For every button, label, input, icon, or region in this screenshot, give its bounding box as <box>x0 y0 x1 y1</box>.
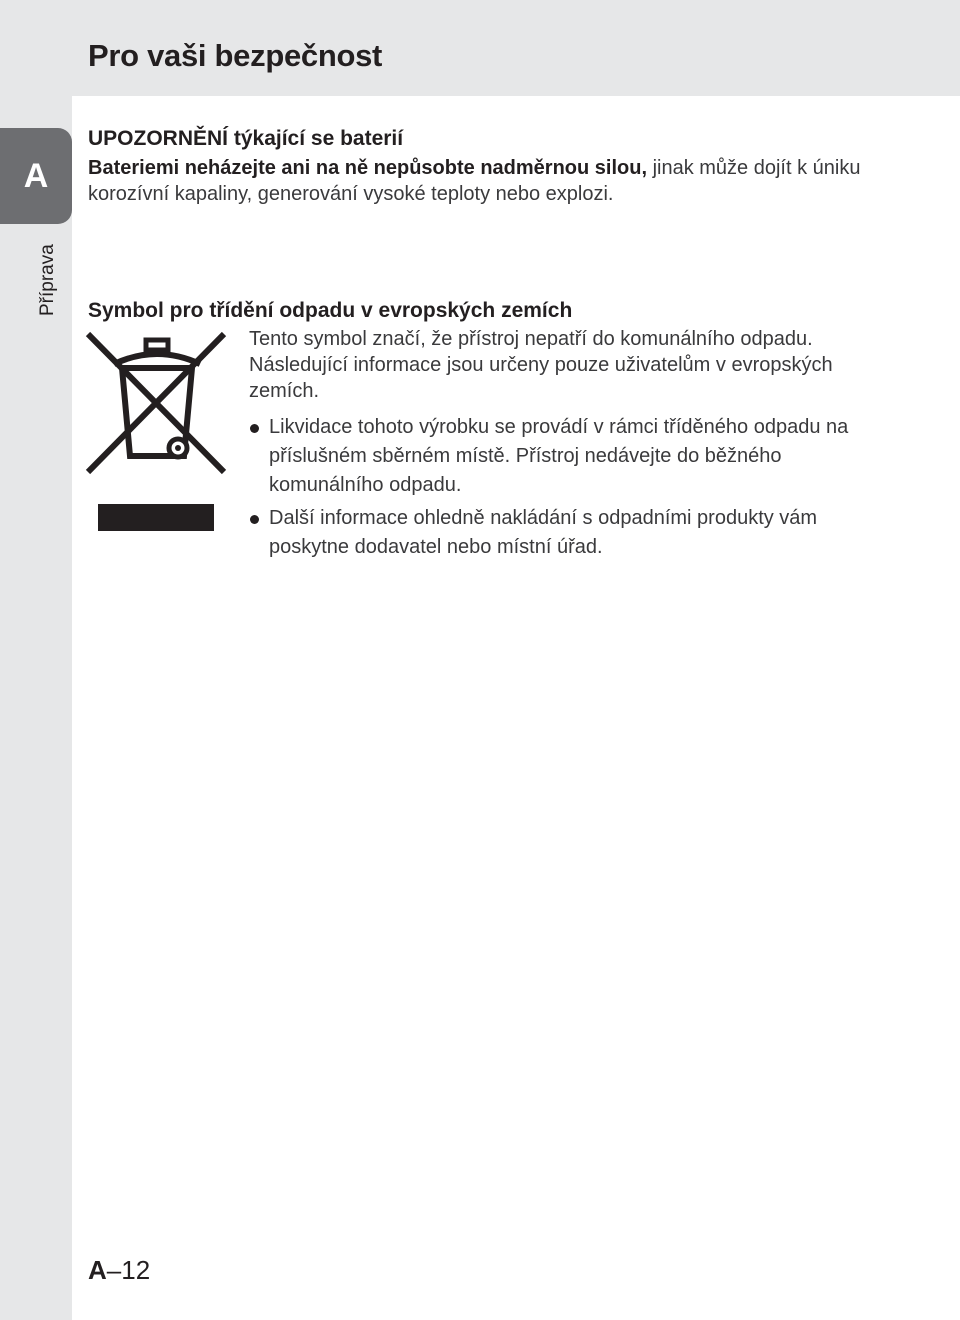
page-number-value: –12 <box>106 1255 151 1285</box>
waste-symbol-heading: Symbol pro třídění odpadu v evropských zemích <box>88 299 573 322</box>
page-title: Pro vaši bezpečnost <box>88 38 383 73</box>
battery-warning-heading: UPOZORNĚNÍ týkající se baterií <box>88 127 404 150</box>
waste-symbol-intro: Tento symbol značí, že přístroj nepatří do komunálního odpadu. Následující informace jsou určeny pouze uživatelům v evropských zemích. <box>249 328 833 402</box>
waste-symbol-bullets <box>249 413 889 566</box>
battery-warning-text <box>88 155 918 207</box>
page-number <box>88 1254 150 1286</box>
battery-warning-rest: jinak může dojít k úniku korozívní kapaliny, generování vysoké teploty nebo explozi. <box>88 157 861 205</box>
chapter-label: Příprava <box>37 244 58 316</box>
list-item: Další informace ohledně nakládání s odpadními produkty vám poskytne dodavatel nebo místní úřad. <box>249 504 889 562</box>
page-number-letter: A <box>88 1255 107 1285</box>
chapter-tab: A <box>0 128 72 224</box>
side-band <box>0 96 72 1320</box>
battery-warning-bold: Bateriemi neházejte ani na ně nepůsobte nadměrnou silou, <box>88 157 648 179</box>
list-item: Likvidace tohoto výrobku se provádí v rámci tříděného odpadu na příslušném sběrném místě. Přístroj nedávejte do běžného komunálního odpadu. <box>249 413 889 500</box>
crossed-out-wheeled-bin-icon <box>84 328 230 534</box>
